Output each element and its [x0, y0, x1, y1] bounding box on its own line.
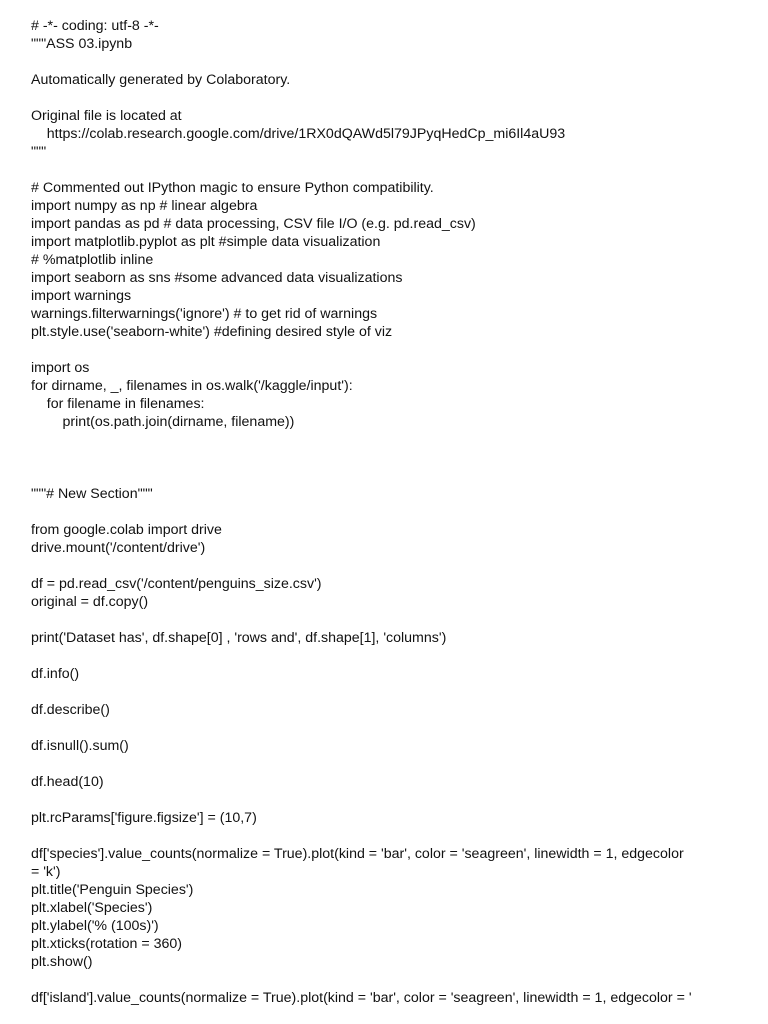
code-line: import matplotlib.pyplot as plt #simple data visualization [31, 234, 381, 250]
code-line: df = pd.read_csv('/content/penguins_size.csv') [31, 576, 322, 592]
code-line: Original file is located at [31, 108, 182, 124]
code-line: plt.rcParams['figure.figsize'] = (10,7) [31, 810, 257, 826]
blank-line [31, 557, 743, 575]
code-line: # Commented out IPython magic to ensure Python compatibility. [31, 180, 434, 196]
code-line: warnings.filterwarnings('ignore') # to get rid of warnings [31, 306, 378, 322]
blank-line [31, 755, 743, 773]
code-line: import numpy as np # linear algebra [31, 198, 258, 214]
code-line: print(os.path.join(dirname, filename)) [31, 414, 295, 430]
code-line: import os [31, 360, 90, 376]
code-line: drive.mount('/content/drive') [31, 540, 206, 556]
code-line: """ASS 03.ipynb [31, 36, 133, 52]
blank-line [31, 971, 743, 989]
blank-line [31, 791, 743, 809]
code-line: print('Dataset has', df.shape[0] , 'rows and', df.shape[1], 'columns') [31, 630, 447, 646]
code-line: """ [31, 144, 47, 160]
code-line: df['species'].value_counts(normalize = True).plot(kind = 'bar', color = 'seagreen', linewidth = 1, edgecolor [31, 846, 684, 862]
blank-line [31, 683, 743, 701]
code-line: plt.ylabel('% (100s)') [31, 918, 159, 934]
code-line: from google.colab import drive [31, 522, 222, 538]
code-line: import warnings [31, 288, 132, 304]
code-line: for filename in filenames: [31, 396, 205, 412]
code-line: import pandas as pd # data processing, CSV file I/O (e.g. pd.read_csv) [31, 216, 476, 232]
blank-line [31, 827, 743, 845]
blank-line [31, 89, 743, 107]
code-line: Automatically generated by Colaboratory. [31, 72, 291, 88]
code-line: # %matplotlib inline [31, 252, 154, 268]
code-line: for dirname, _, filenames in os.walk('/kaggle/input'): [31, 378, 353, 394]
blank-line [31, 719, 743, 737]
code-line: import seaborn as sns #some advanced data visualizations [31, 270, 403, 286]
blank-line [31, 467, 743, 485]
code-line: df['island'].value_counts(normalize = True).plot(kind = 'bar', color = 'seagreen', linewidth = 1, edgecolor = ' [31, 990, 692, 1006]
blank-line [31, 161, 743, 179]
code-line: plt.xticks(rotation = 360) [31, 936, 183, 952]
blank-line [31, 431, 743, 449]
blank-line [31, 341, 743, 359]
code-line: = 'k') [31, 864, 61, 880]
code-line: original = df.copy() [31, 594, 149, 610]
code-line: df.info() [31, 666, 80, 682]
code-text-block [31, 17, 743, 1007]
code-line: """# New Section""" [31, 486, 153, 502]
blank-line [31, 53, 743, 71]
blank-line [31, 611, 743, 629]
code-line: plt.title('Penguin Species') [31, 882, 194, 898]
code-line: df.head(10) [31, 774, 104, 790]
blank-line [31, 503, 743, 521]
code-line: df.isnull().sum() [31, 738, 129, 754]
blank-line [31, 647, 743, 665]
code-line: df.describe() [31, 702, 110, 718]
code-line: plt.show() [31, 954, 93, 970]
code-line: # -*- coding: utf-8 -*- [31, 18, 159, 34]
code-line: https://colab.research.google.com/drive/1RX0dQAWd5l79JPyqHedCp_mi6Il4aU93 [31, 126, 566, 142]
blank-line [31, 449, 743, 467]
code-line: plt.style.use('seaborn-white') #defining desired style of viz [31, 324, 393, 340]
code-line: plt.xlabel('Species') [31, 900, 153, 916]
